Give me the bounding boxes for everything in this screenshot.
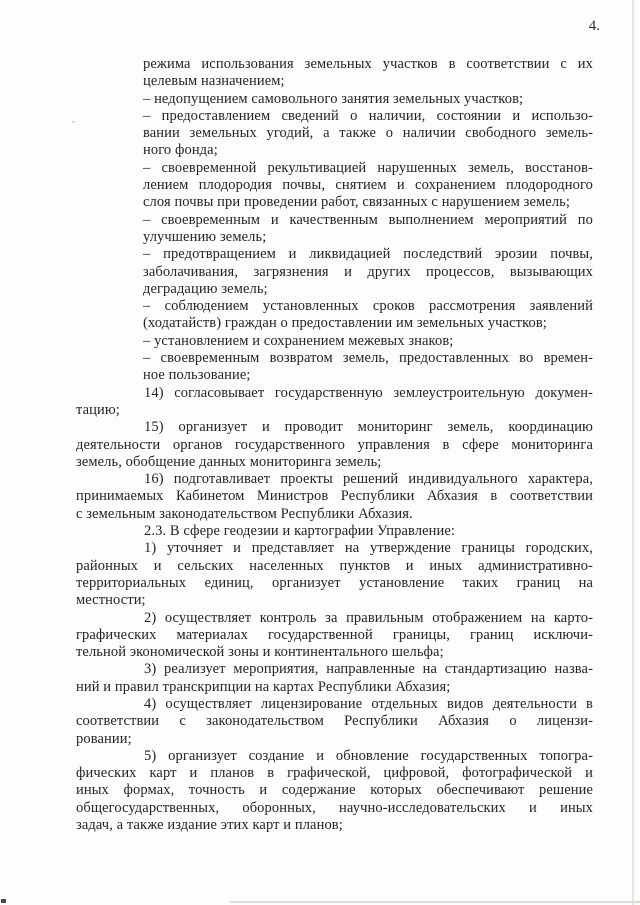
text-line: 1) уточняет и представляет на утверждение границы городских,	[144, 540, 593, 557]
text-line: – установлением и сохранением межевых знаков;	[143, 332, 454, 349]
text-line: ного фонда;	[143, 142, 218, 159]
text-line: принимаемых Кабинетом Министров Республики Абхазия в соответствии	[76, 488, 593, 505]
paragraph	[76, 523, 593, 540]
text-line: 4) осуществляет лицензирование отдельных видов деятельности в	[144, 695, 593, 712]
text-line: с земельным законодательством Республики Абхазия.	[76, 505, 413, 522]
paragraph	[76, 471, 593, 523]
text-line: 2) осуществляет контроль за правильным отображением на карто-	[144, 609, 593, 626]
text-line: деградацию земель;	[143, 280, 268, 297]
text-line: – соблюдением установленных сроков рассмотрения заявлений	[143, 298, 593, 315]
text-line: ний и правил транскрипции на картах Республики Абхазия;	[76, 678, 451, 695]
paragraph	[143, 298, 593, 333]
text-line: 15) организует и проводит мониторинг земель, координацию	[144, 419, 593, 436]
text-line: улучшению земель;	[143, 228, 267, 245]
text-line: слоя почвы при проведении работ, связанных с нарушением земель;	[143, 194, 571, 211]
text-line: 3) реализует мероприятия, направленные на стандартизацию назва-	[144, 661, 593, 678]
text-line: лением плодородия почвы, снятием и сохранением плодородного	[143, 177, 593, 194]
paragraph	[143, 160, 593, 212]
paragraph	[76, 385, 593, 420]
text-line: задач, а также издание этих карт и планов;	[76, 817, 343, 834]
text-line: иных формах, точность и содержание которых обеспечивают решение	[76, 782, 593, 799]
text-line: 16) подготавливает проекты решений индивидуального характера,	[144, 471, 593, 488]
text-line: – своевременным возвратом земель, предоставленных во времен-	[143, 350, 593, 367]
paragraph	[76, 419, 593, 471]
text-line: – недопущением самовольного занятия земельных участков;	[143, 90, 524, 107]
paragraph	[143, 91, 593, 108]
text-line: 5) организует создание и обновление государственных топогра-	[144, 747, 593, 764]
paragraph	[76, 540, 593, 609]
paragraph	[76, 661, 593, 696]
text-line: местности;	[76, 592, 146, 609]
text-line: заболачивания, загрязнения и других процессов, вызывающих	[143, 263, 593, 280]
text-line: территориальных единиц, организует установление таких границ на	[76, 574, 593, 591]
text-line: вании земельных угодий, а также о наличии свободного земель-	[143, 125, 593, 142]
text-line: тельной экономической зоны и континентального шельфа;	[76, 644, 444, 661]
text-line: земель, обобщение данных мониторинга земель;	[76, 453, 382, 470]
text-line: тацию;	[76, 401, 120, 418]
paragraph	[143, 212, 593, 247]
scan-mark-bottom-left	[1, 899, 6, 903]
text-line: деятельности органов государственного управления в сфере мониторинга	[76, 436, 593, 453]
text-line: – своевременной рекультивацией нарушенных земель, восстанов-	[143, 159, 593, 176]
paragraph	[76, 610, 593, 662]
page-number: 4.	[588, 18, 600, 34]
scan-edge-line-bottom	[230, 901, 640, 903]
paragraph	[143, 350, 593, 385]
text-line: ровании;	[76, 730, 132, 747]
paragraph	[143, 56, 593, 91]
text-line: 2.3. В сфере геодезии и картографии Управление:	[144, 523, 456, 540]
paragraph	[76, 696, 593, 748]
paragraph	[143, 333, 593, 350]
text-line: 14) согласовывает государственную землеустроительную докумен-	[144, 384, 593, 401]
text-line: – предоставлением сведений о наличии, состоянии и использо-	[143, 107, 593, 124]
text-line: режима использования земельных участков в соответствии с их	[143, 56, 593, 72]
text-line: фических карт и планов в графической, цифровой, фотографической и	[76, 765, 593, 782]
paragraph	[76, 748, 593, 834]
text-line: графических материалах государственной границы, границ исключи-	[76, 626, 593, 643]
scan-edge-line-right	[632, 0, 634, 905]
text-line: ное пользование;	[143, 367, 251, 384]
paragraph	[143, 246, 593, 298]
text-line: соответствии с законодательством Республики Абхазия о лицензи-	[76, 713, 593, 730]
document-body	[76, 56, 593, 834]
text-line: целевым назначением;	[143, 73, 285, 90]
text-line: районных и сельских населенных пунктов и иных административно-	[76, 557, 593, 574]
scan-speck	[72, 121, 75, 123]
paragraph	[143, 108, 593, 160]
text-line: – предотвращением и ликвидацией последствий эрозии почвы,	[143, 246, 593, 263]
text-line: общегосударственных, оборонных, научно-исследовательских и иных	[76, 799, 593, 816]
text-line: (ходатайств) граждан о предоставлении им земельных участков;	[143, 315, 547, 332]
text-line: – своевременным и качественным выполнением мероприятий по	[143, 211, 593, 228]
